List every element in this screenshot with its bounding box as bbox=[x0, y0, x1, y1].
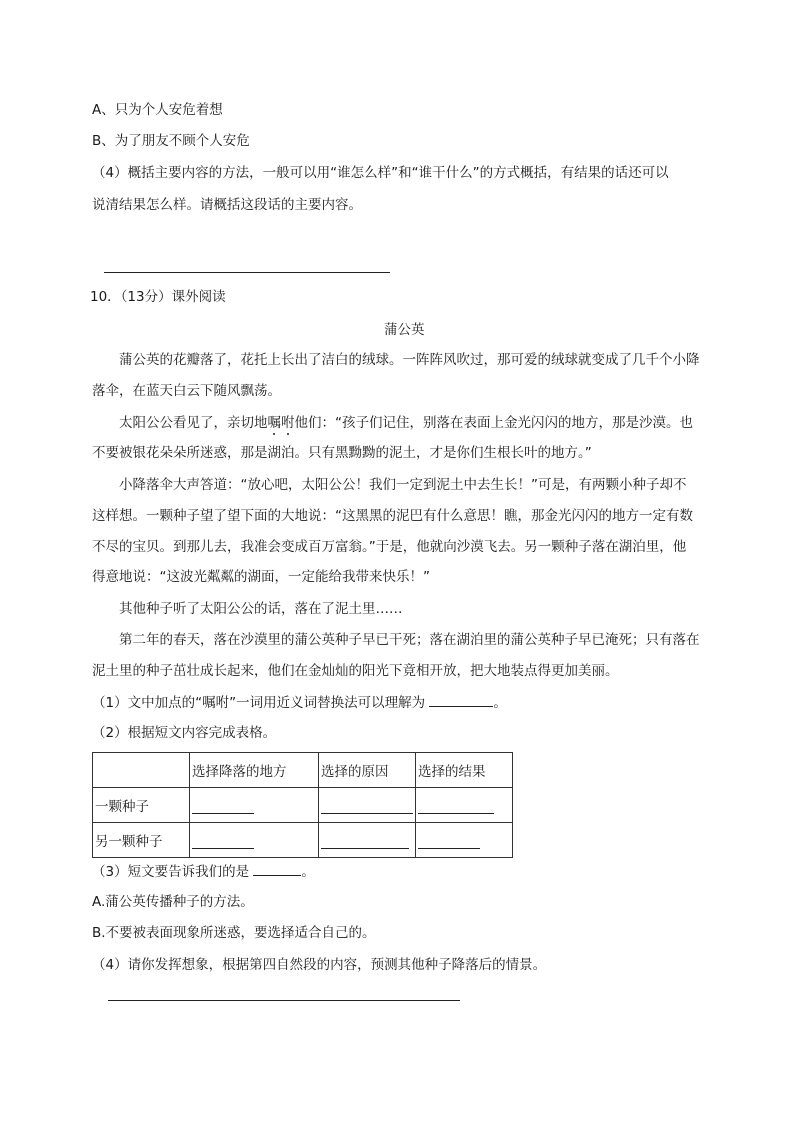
answer-cell[interactable] bbox=[416, 788, 513, 823]
q10-sub2: （2）根据短文内容完成表格。 bbox=[92, 725, 277, 741]
q10-sub1-text: （1）文中加点的“嘱咐”一词用近义词替换法可以理解为 bbox=[92, 695, 426, 711]
option-a: A、只为个人安危着想 bbox=[92, 102, 223, 118]
q3-option-b: B.不要被表面现象所迷惑，要选择适合自己的。 bbox=[92, 925, 376, 941]
table-header-cell: 选择的原因 bbox=[319, 753, 416, 788]
dotted-char-fu: 咐 bbox=[281, 415, 295, 431]
q9-answer-line[interactable] bbox=[104, 272, 390, 273]
answer-cell[interactable] bbox=[190, 823, 319, 858]
q9-sub4-line2: 说清结果怎么样。请概括这段话的主要内容。 bbox=[92, 197, 362, 213]
answer-cell[interactable] bbox=[190, 788, 319, 823]
p3-line2: 这样想。一颗种子望了望下面的大地说：“这黑黑的泥巴有什么意思！瞧，那金光闪闪的地方一定有数 bbox=[92, 508, 693, 524]
q10-sub3-end: 。 bbox=[301, 864, 315, 880]
answer-blank[interactable] bbox=[418, 836, 480, 849]
p5-line1: 第二年的春天，落在沙漠里的蒲公英种子早已干死；落在湖泊里的蒲公英种子早已淹死；只有落在 bbox=[119, 632, 700, 648]
q10-sub4-answer-line[interactable] bbox=[108, 1000, 460, 1001]
row-label: 另一颗种子 bbox=[93, 823, 190, 858]
table-header-cell: 选择的结果 bbox=[416, 753, 513, 788]
dotted-char-zhu: 嘱 bbox=[267, 415, 281, 431]
answer-blank[interactable] bbox=[192, 836, 254, 849]
p2-line1-a: 太阳公公看见了，亲切地 bbox=[119, 415, 268, 431]
answer-cell[interactable] bbox=[319, 823, 416, 858]
q10-sub3-blank[interactable] bbox=[253, 861, 301, 876]
p4: 其他种子听了太阳公公的话，落在了泥土里…… bbox=[119, 601, 403, 617]
p1-line1: 蒲公英的花瓣落了，花托上长出了洁白的绒球。一阵阵风吹过，那可爱的绒球就变成了几千个小降 bbox=[119, 352, 700, 368]
p5-line2: 泥土里的种子茁壮成长起来，他们在金灿灿的阳光下竟相开放，把大地装点得更加美丽。 bbox=[92, 663, 619, 679]
answer-cell[interactable] bbox=[319, 788, 416, 823]
table-header-row bbox=[93, 753, 513, 788]
p2-line1-b: 他们：“孩子们记住，别落在表面上金光闪闪的地方，那是沙漠。也 bbox=[294, 415, 693, 431]
table-row bbox=[93, 788, 513, 823]
p3-line1: 小降落伞大声答道：“放心吧，太阳公公！我们一定到泥土中去生长！”可是，有两颗小种子却不 bbox=[119, 477, 687, 493]
p3-line4: 得意地说：“这波光粼粼的湖面，一定能给我带来快乐！” bbox=[92, 569, 430, 585]
answer-blank[interactable] bbox=[321, 836, 409, 849]
passage-title: 蒲公英 bbox=[384, 322, 425, 338]
p2-line2: 不要被银花朵朵所迷惑，那是湖泊。只有黑黝黝的泥土，才是你们生根长叶的地方。” bbox=[92, 445, 592, 461]
q9-sub4-line1: （4）概括主要内容的方法，一般可以用“谁怎么样”和“谁干什么”的方式概括，有结果的话还可以 bbox=[92, 165, 669, 181]
answer-cell[interactable] bbox=[416, 823, 513, 858]
q10-heading: 10．（13分）课外阅读 bbox=[90, 289, 226, 305]
q10-sub3-text: （3）短文要告诉我们的是 bbox=[92, 864, 250, 880]
p2-line1 bbox=[119, 413, 693, 433]
table-header-cell bbox=[93, 753, 190, 788]
q10-sub1 bbox=[92, 692, 507, 713]
q10-sub1-end: 。 bbox=[493, 695, 507, 711]
q10-sub1-blank[interactable] bbox=[429, 692, 493, 707]
option-b: B、为了朋友不顾个人安危 bbox=[92, 133, 250, 149]
row-label: 一颗种子 bbox=[93, 788, 190, 823]
answer-blank[interactable] bbox=[418, 801, 494, 814]
answer-blank[interactable] bbox=[321, 801, 413, 814]
p1-line2: 落伞，在蓝天白云下随风飘荡。 bbox=[92, 383, 281, 399]
q10-sub4: （4）请你发挥想象，根据第四自然段的内容，预测其他种子降落后的情景。 bbox=[92, 957, 547, 973]
table-row bbox=[93, 823, 513, 858]
p3-line3: 不尽的宝贝。到那儿去，我准会变成百万富翁。”于是，他就向沙漠飞去。另一颗种子落在湖泊里，他 bbox=[92, 539, 687, 555]
q3-option-a: A.蒲公英传播种子的方法。 bbox=[92, 894, 254, 910]
answer-table bbox=[92, 752, 513, 858]
q10-sub3 bbox=[92, 861, 315, 882]
answer-blank[interactable] bbox=[192, 801, 254, 814]
table-header-cell: 选择降落的地方 bbox=[190, 753, 319, 788]
